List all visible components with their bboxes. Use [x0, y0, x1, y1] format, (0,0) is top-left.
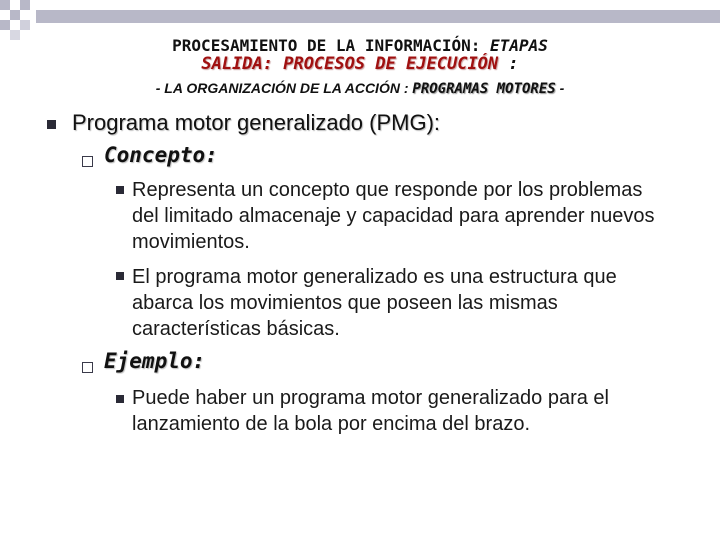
- title-etapas: ETAPAS: [490, 36, 548, 55]
- title-line-3-text: - LA ORGANIZACIÓN DE LA ACCIÓN :: [155, 80, 413, 96]
- square-bullet-icon: [116, 395, 124, 403]
- title-programas-motores: PROGRAMAS MOTORES: [412, 81, 556, 97]
- title-line-2-colon: :: [498, 54, 519, 74]
- title-line-2-text: SALIDA: PROCESOS DE EJECUCIÓN: [201, 54, 499, 74]
- hollow-square-bullet-icon: [82, 156, 93, 167]
- square-bullet-icon: [47, 120, 56, 129]
- title-line-1-text: PROCESAMIENTO DE LA INFORMACIÓN:: [172, 36, 491, 55]
- section-label-ejemplo: Ejemplo:: [104, 349, 206, 373]
- section-label-concepto: Concepto:: [104, 143, 218, 167]
- list-item: Puede haber un programa motor generalizado para el lanzamiento de la bola por encima del brazo.: [132, 387, 609, 435]
- hollow-square-bullet-icon: [82, 362, 93, 373]
- square-bullet-icon: [116, 272, 124, 280]
- main-heading: Programa motor generalizado (PMG):: [72, 110, 441, 135]
- list-item: Representa un concepto que responde por los problemas del limitado almacenaje y capacidad para aprender nuevos movimientos.: [132, 179, 655, 253]
- square-bullet-icon: [116, 186, 124, 194]
- list-item: El programa motor generalizado es una estructura que abarca los movimientos que poseen las mismas características básicas.: [132, 266, 617, 340]
- title-line-3-end: -: [555, 80, 565, 96]
